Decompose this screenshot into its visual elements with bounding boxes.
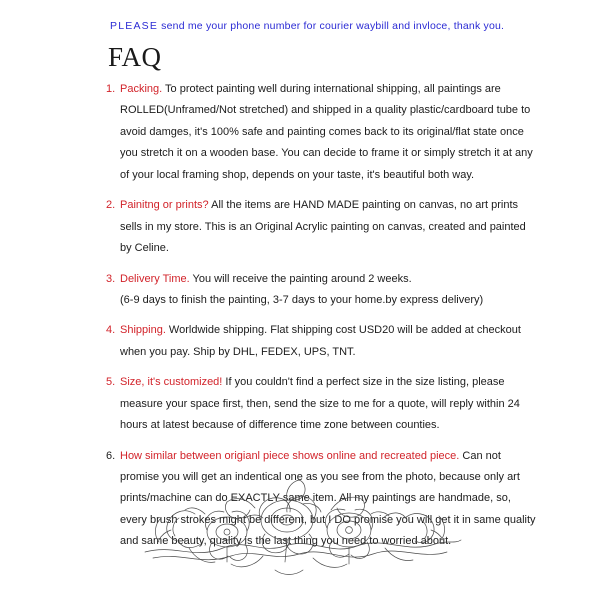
- faq-item: [106, 195, 536, 259]
- faq-answer: All the items are HAND MADE painting on canvas, no art prints sells in my store. This is an Original Acrylic painting on canvas, created and painted by Celine.: [120, 199, 526, 255]
- faq-number: 4.: [106, 324, 116, 337]
- faq-answer: If you couldn't find a perfect size in the size listing, please measure your space first, then, send the size to me for a quote, will reply within 24 hours at latest because of difference time zone between counties.: [120, 376, 520, 432]
- faq-question: Delivery Time.: [120, 272, 190, 285]
- faq-number: 2.: [106, 199, 116, 212]
- faq-item: [106, 320, 536, 363]
- faq-question: Size, it's customized!: [120, 376, 223, 389]
- faq-number: 6.: [106, 449, 116, 462]
- faq-item: [106, 372, 536, 436]
- faq-question: How similar between origianl piece shows online and recreated piece.: [120, 449, 460, 462]
- notice-rest: send me your phone number for courier waybill and invloce, thank you.: [158, 20, 505, 32]
- faq-number: 5.: [106, 376, 116, 389]
- floral-line-art-illustration: [135, 474, 465, 584]
- phone-number-notice: [110, 20, 572, 32]
- faq-question: Packing.: [120, 83, 163, 95]
- faq-subnote: (6-9 days to finish the painting, 3-7 days to your home.by express delivery): [120, 293, 484, 306]
- faq-item: [106, 79, 536, 186]
- faq-question: Shipping.: [120, 324, 166, 337]
- faq-number: 3.: [106, 272, 116, 285]
- faq-answer: Can not promise you will get an indentical one as you see from the photo, because only art prints/machine can do EXACTLY same item. All my paintings are handmade, so, every brush strokes might be different, but I DO promise you will get it in same quality and same beauty, quality is the last thing you need to worried about.: [120, 449, 536, 548]
- faq-item: [106, 269, 536, 312]
- faq-question: Painitng or prints?: [120, 199, 209, 212]
- notice-lead: PLEASE: [110, 20, 159, 32]
- page-title: FAQ: [108, 42, 162, 72]
- faq-answer: To protect painting well during international shipping, all paintings are ROLLED(Unframed/Not stretched) and shipped in a quality plastic/cardboard tube to avoid damges, it's 100% safe and painting comes back to its original/flat state once you stretch it on a wooden base. You can decide to frame it or simply stretch it at any of your local framing shop, depends on your taste, it's beautiful both way.: [120, 83, 533, 181]
- faq-answer: Worldwide shipping. Flat shipping cost USD20 will be added at checkout when you pay. Ship by DHL, FEDEX, UPS, TNT.: [120, 324, 521, 358]
- faq-number: 1.: [106, 83, 116, 95]
- faq-answer: You will receive the painting around 2 weeks.: [189, 272, 412, 285]
